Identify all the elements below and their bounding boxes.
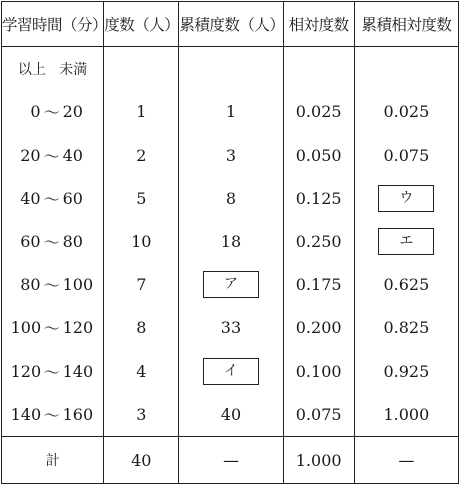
cumulative-relative-frequency-cell [354, 220, 458, 263]
range-lower: 100 [10, 318, 42, 338]
answer-blank-box: エ [378, 228, 434, 255]
table-row [2, 306, 459, 349]
range [11, 360, 95, 383]
class-range [2, 90, 104, 133]
frequency-cell: 3 [104, 393, 179, 437]
empty-cell [354, 47, 458, 91]
cumulative-frequency-cell: 33 [179, 306, 283, 349]
class-range [2, 177, 104, 220]
range [11, 273, 95, 296]
relative-frequency-cell: 0.100 [283, 349, 354, 392]
range-upper: 20 [62, 102, 83, 122]
empty-cell [104, 47, 179, 91]
class-range [2, 220, 104, 263]
cumulative-relative-frequency-cell: 0.625 [354, 263, 458, 306]
total-row [2, 437, 459, 484]
cumulative-frequency-cell: 8 [179, 177, 283, 220]
range-upper: 100 [62, 275, 94, 295]
frequency-cell: 8 [104, 306, 179, 349]
cumulative-relative-frequency-cell: 1.000 [354, 393, 458, 437]
table-row [2, 133, 459, 176]
frequency-cell: 5 [104, 177, 179, 220]
subheader-upper: 未満 [59, 61, 88, 78]
range [11, 316, 95, 339]
range-upper: 80 [62, 231, 83, 251]
range-tilde: ～ [43, 232, 60, 252]
table-row [2, 263, 459, 306]
cumulative-frequency-cell [179, 349, 283, 392]
cumulative-frequency-cell: 40 [179, 393, 283, 437]
cumulative-frequency-cell: 3 [179, 133, 283, 176]
cumulative-relative-frequency-cell [354, 177, 458, 220]
class-range [2, 133, 104, 176]
table-row [2, 177, 459, 220]
answer-blank-box: ア [203, 271, 259, 298]
frequency-cell: 1 [104, 90, 179, 133]
cumulative-frequency-cell: 1 [179, 90, 283, 133]
class-range [2, 263, 104, 306]
relative-frequency-cell: 0.200 [283, 306, 354, 349]
header-study-time: 学習時間（分） [2, 2, 104, 47]
relative-frequency-cell: 0.050 [283, 133, 354, 176]
total-cumulative: — [179, 437, 283, 484]
header-frequency: 度数（人） [104, 2, 179, 47]
cumulative-frequency-cell: 18 [179, 220, 283, 263]
range-lower: 120 [10, 361, 42, 381]
range-lower: 140 [10, 404, 42, 424]
class-range [2, 349, 104, 392]
range-tilde: ～ [43, 189, 60, 209]
table-body [2, 47, 459, 437]
relative-frequency-cell: 0.125 [283, 177, 354, 220]
table-header [2, 2, 459, 47]
cumulative-relative-frequency-cell: 0.925 [354, 349, 458, 392]
table-row [2, 90, 459, 133]
empty-cell [179, 47, 283, 91]
relative-frequency-cell: 0.175 [283, 263, 354, 306]
cumulative-frequency-cell [179, 263, 283, 306]
range-lower: 60 [20, 231, 41, 251]
relative-frequency-cell: 0.250 [283, 220, 354, 263]
range-lower: 40 [20, 188, 41, 208]
header-relative-frequency: 相対度数 [283, 2, 354, 47]
range-upper: 60 [62, 188, 83, 208]
frequency-cell: 10 [104, 220, 179, 263]
relative-frequency-cell: 0.025 [283, 90, 354, 133]
answer-blank-box: ウ [378, 185, 434, 212]
cumulative-relative-frequency-cell: 0.025 [354, 90, 458, 133]
total-label: 計 [2, 437, 104, 484]
range-tilde: ～ [43, 146, 60, 166]
answer-blank-box: イ [203, 358, 259, 385]
range-tilde: ～ [43, 362, 60, 382]
range-upper: 40 [62, 145, 83, 165]
total-relative: 1.000 [283, 437, 354, 484]
cumulative-relative-frequency-cell: 0.825 [354, 306, 458, 349]
range [11, 100, 95, 123]
range-upper: 120 [62, 318, 94, 338]
range-lower: 0 [30, 102, 41, 122]
cumulative-relative-frequency-cell: 0.075 [354, 133, 458, 176]
range-tilde: ～ [43, 276, 60, 296]
frequency-table [1, 1, 459, 484]
range-lower: 80 [20, 275, 41, 295]
frequency-cell: 7 [104, 263, 179, 306]
range [11, 144, 95, 167]
header-cumulative-frequency: 累積度数（人） [179, 2, 283, 47]
table-row [2, 393, 459, 437]
total-cumulative-relative: — [354, 437, 458, 484]
range-lower: 20 [20, 145, 41, 165]
class-range [2, 306, 104, 349]
range [11, 403, 95, 426]
table-row [2, 220, 459, 263]
empty-cell [283, 47, 354, 91]
table-footer [2, 437, 459, 484]
range [11, 187, 95, 210]
subheader-range-label [2, 47, 104, 91]
class-range [2, 393, 104, 437]
header-cumulative-relative-frequency: 累積相対度数 [354, 2, 458, 47]
range-tilde: ～ [43, 103, 60, 123]
range-upper: 140 [62, 361, 94, 381]
frequency-cell: 2 [104, 133, 179, 176]
range-tilde: ～ [43, 319, 60, 339]
range [11, 230, 95, 253]
frequency-cell: 4 [104, 349, 179, 392]
table-row [2, 349, 459, 392]
subheader-row [2, 47, 459, 91]
total-frequency: 40 [104, 437, 179, 484]
subheader-lower: 以上 [17, 61, 46, 78]
relative-frequency-cell: 0.075 [283, 393, 354, 437]
range-upper: 160 [62, 404, 94, 424]
range-tilde: ～ [43, 405, 60, 425]
